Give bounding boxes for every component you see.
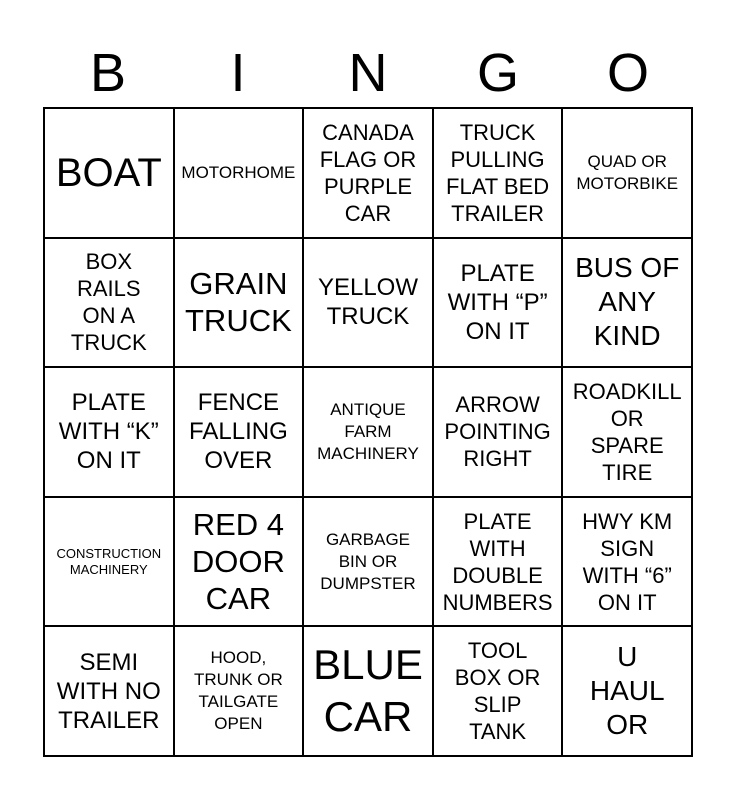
bingo-cell-r3-c0[interactable] (44, 497, 174, 627)
cell-label: BUS OF ANY KIND (575, 252, 680, 352)
cell-label: BLUE CAR (313, 641, 423, 741)
cell-label: TRUCK PULLING FLAT BED TRAILER (446, 119, 550, 226)
bingo-cell-r2-c3[interactable] (433, 367, 563, 497)
header-letter-o: O (606, 43, 649, 103)
bingo-cell-r2-c4[interactable] (562, 367, 692, 497)
cell-label: BOX RAILS ON A TRUCK (70, 249, 147, 356)
cell-label: QUAD OR MOTORBIKE (576, 151, 679, 193)
cell-label: U HAUL OR (589, 641, 665, 741)
cell-label: CANADA FLAG OR PURPLE CAR (319, 119, 417, 226)
bingo-cell-r1-c2[interactable] (303, 238, 433, 368)
cell-label: PLATE WITH DOUBLE NUMBERS (442, 508, 553, 615)
cell-label: ROADKILL OR SPARE TIRE (572, 378, 682, 485)
bingo-board (43, 107, 693, 757)
bingo-cell-r1-c3[interactable] (433, 238, 563, 368)
bingo-cell-r3-c1[interactable] (174, 497, 304, 627)
bingo-header (43, 38, 693, 108)
cell-label: TOOL BOX OR SLIP TANK (454, 638, 541, 745)
bingo-cell-r4-c3[interactable] (433, 626, 563, 756)
cell-label: GARBAGE BIN OR DUMPSTER (320, 529, 416, 593)
bingo-cell-r2-c2[interactable] (303, 367, 433, 497)
cell-label: FENCE FALLING OVER (189, 389, 288, 475)
header-letter-g: G (476, 43, 519, 103)
bingo-cell-r1-c0[interactable] (44, 238, 174, 368)
cell-label: ANTIQUE FARM MACHINERY (317, 399, 419, 463)
bingo-cell-r4-c2[interactable] (303, 626, 433, 756)
bingo-cell-r1-c1[interactable] (174, 238, 304, 368)
bingo-cell-r4-c1[interactable] (174, 626, 304, 756)
header-letter-b: B (89, 43, 127, 103)
cell-label: CONSTRUCTION MACHINERY (56, 545, 162, 577)
header-letter-n: N (348, 43, 388, 103)
bingo-cell-r0-c4[interactable] (562, 108, 692, 238)
cell-label: SEMI WITH NO TRAILER (56, 648, 161, 734)
bingo-cell-r0-c0[interactable] (44, 108, 174, 238)
header-letter-i: I (230, 43, 246, 103)
bingo-cell-r0-c2[interactable] (303, 108, 433, 238)
cell-label: PLATE WITH “K” ON IT (58, 389, 159, 475)
bingo-cell-r2-c0[interactable] (44, 367, 174, 497)
cell-label: RED 4 DOOR CAR (191, 507, 285, 617)
cell-label: MOTORHOME (181, 162, 296, 182)
bingo-cell-r2-c1[interactable] (174, 367, 304, 497)
bingo-cell-r3-c3[interactable] (433, 497, 563, 627)
bingo-cell-r4-c4[interactable] (562, 626, 692, 756)
bingo-cell-r3-c2[interactable] (303, 497, 433, 627)
cell-label: ARROW POINTING RIGHT (444, 392, 551, 472)
bingo-cell-r0-c3[interactable] (433, 108, 563, 238)
cell-label: PLATE WITH “P” ON IT (447, 259, 548, 345)
cell-label: HWY KM SIGN WITH “6” ON IT (582, 508, 673, 615)
cell-label: HOOD, TRUNK OR TAILGATE OPEN (194, 648, 283, 734)
cell-label: BOAT (55, 150, 162, 195)
cell-label: YELLOW TRUCK (317, 274, 418, 331)
bingo-cell-r1-c4[interactable] (562, 238, 692, 368)
bingo-cell-r0-c1[interactable] (174, 108, 304, 238)
cell-label: GRAIN TRUCK (185, 266, 292, 339)
bingo-cell-r4-c0[interactable] (44, 626, 174, 756)
bingo-cell-r3-c4[interactable] (562, 497, 692, 627)
